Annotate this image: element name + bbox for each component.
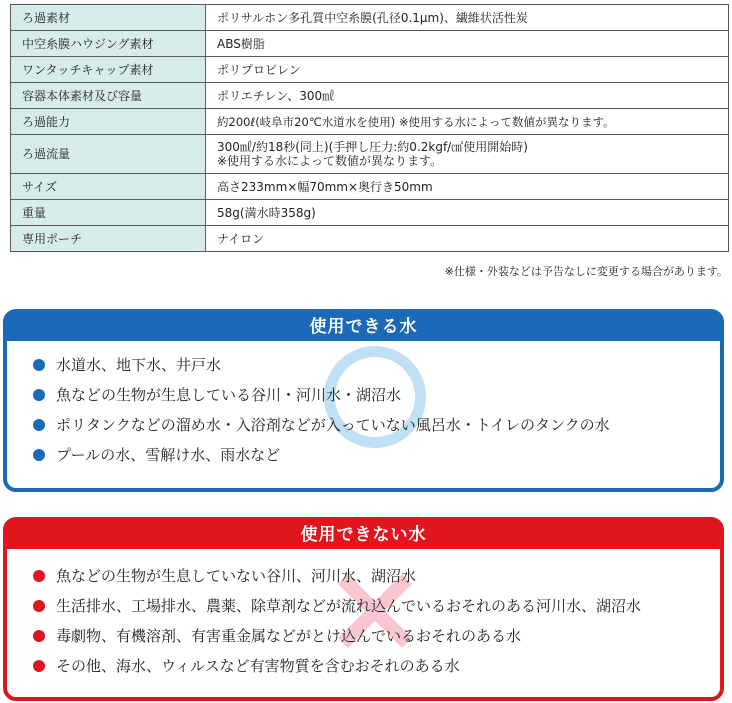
list-item [7, 380, 720, 410]
spec-value: ナイロン [206, 226, 729, 252]
bullet-icon [33, 389, 45, 401]
list-item-text: その他、海水、ウィルスなど有害物質を含むおそれのある水 [56, 657, 460, 675]
spec-label: ろ過流量 [11, 135, 206, 174]
spec-row [11, 174, 729, 200]
list-item [7, 621, 720, 651]
spec-row [11, 57, 729, 83]
list-item [7, 591, 720, 621]
spec-label: 専用ポーチ [11, 226, 206, 252]
usable-water-title: 使用できる水 [7, 313, 720, 341]
spec-row [11, 135, 729, 174]
spec-value: ポリプロピレン [206, 57, 729, 83]
spec-label: サイズ [11, 174, 206, 200]
usable-water-list [7, 341, 720, 470]
list-item [7, 440, 720, 470]
spec-row [11, 5, 729, 31]
spec-value-line: ※使用する水によって数値が異なります。 [217, 154, 443, 168]
list-item [7, 350, 720, 380]
spec-value [206, 135, 729, 174]
unusable-water-title: 使用できない水 [7, 521, 720, 549]
bullet-icon [33, 660, 45, 672]
list-item-text: 魚などの生物が生息している谷川・河川水・湖沼水 [56, 386, 402, 404]
bullet-icon [33, 600, 45, 612]
spec-value: ポリサルホン多孔質中空糸膜(孔径0.1μm)、繊維状活性炭 [206, 5, 729, 31]
spec-row [11, 83, 729, 109]
list-item-text: 生活排水、工場排水、農薬、除草剤などが流れ込んでいるおそれのある河川水、湖沼水 [56, 597, 642, 615]
bullet-icon [33, 630, 45, 642]
spec-label: 中空糸膜ハウジング素材 [11, 31, 206, 57]
list-item-text: ポリタンクなどの溜め水・入浴剤などが入っていない風呂水・トイレのタンクの水 [56, 416, 610, 434]
bullet-icon [33, 359, 45, 371]
unusable-water-panel [3, 517, 724, 701]
spec-value-line: 300㎖/約18秒(同上)(手押し圧力:約0.2kgf/㎠使用開始時) [217, 140, 528, 154]
list-item-text: 水道水、地下水、井戸水 [56, 356, 222, 374]
list-item-text: 毒劇物、有機溶剤、有害重金属などがとけ込んでいるおそれのある水 [56, 627, 522, 645]
disclaimer-note: ※仕様・外装などは予告なしに変更する場合があります。 [444, 265, 728, 278]
spec-row [11, 109, 729, 135]
list-item-text: 魚などの生物が生息していない谷川、河川水、湖沼水 [56, 567, 417, 585]
list-item-text: プールの水、雪解け水、雨水など [56, 446, 281, 464]
spec-value: 58g(満水時358g) [206, 200, 729, 226]
spec-label: ろ過素材 [11, 5, 206, 31]
spec-label: ワンタッチキャップ素材 [11, 57, 206, 83]
list-item [7, 651, 720, 681]
spec-table [10, 4, 729, 252]
spec-row [11, 31, 729, 57]
spec-value: 約200ℓ(岐阜市20℃水道水を使用) ※使用する水によって数値が異なります。 [206, 109, 729, 135]
bullet-icon [33, 570, 45, 582]
list-item [7, 410, 720, 440]
usable-water-panel [3, 309, 724, 492]
list-item [7, 561, 720, 591]
spec-value: ABS樹脂 [206, 31, 729, 57]
bullet-icon [33, 449, 45, 461]
spec-label: ろ過能力 [11, 109, 206, 135]
spec-value: 高さ233mm×幅70mm×奥行き50mm [206, 174, 729, 200]
spec-value: ポリエチレン、300㎖ [206, 83, 729, 109]
bullet-icon [33, 419, 45, 431]
spec-label: 重量 [11, 200, 206, 226]
unusable-water-list [7, 549, 720, 681]
spec-row [11, 226, 729, 252]
spec-row [11, 200, 729, 226]
spec-label: 容器本体素材及び容量 [11, 83, 206, 109]
